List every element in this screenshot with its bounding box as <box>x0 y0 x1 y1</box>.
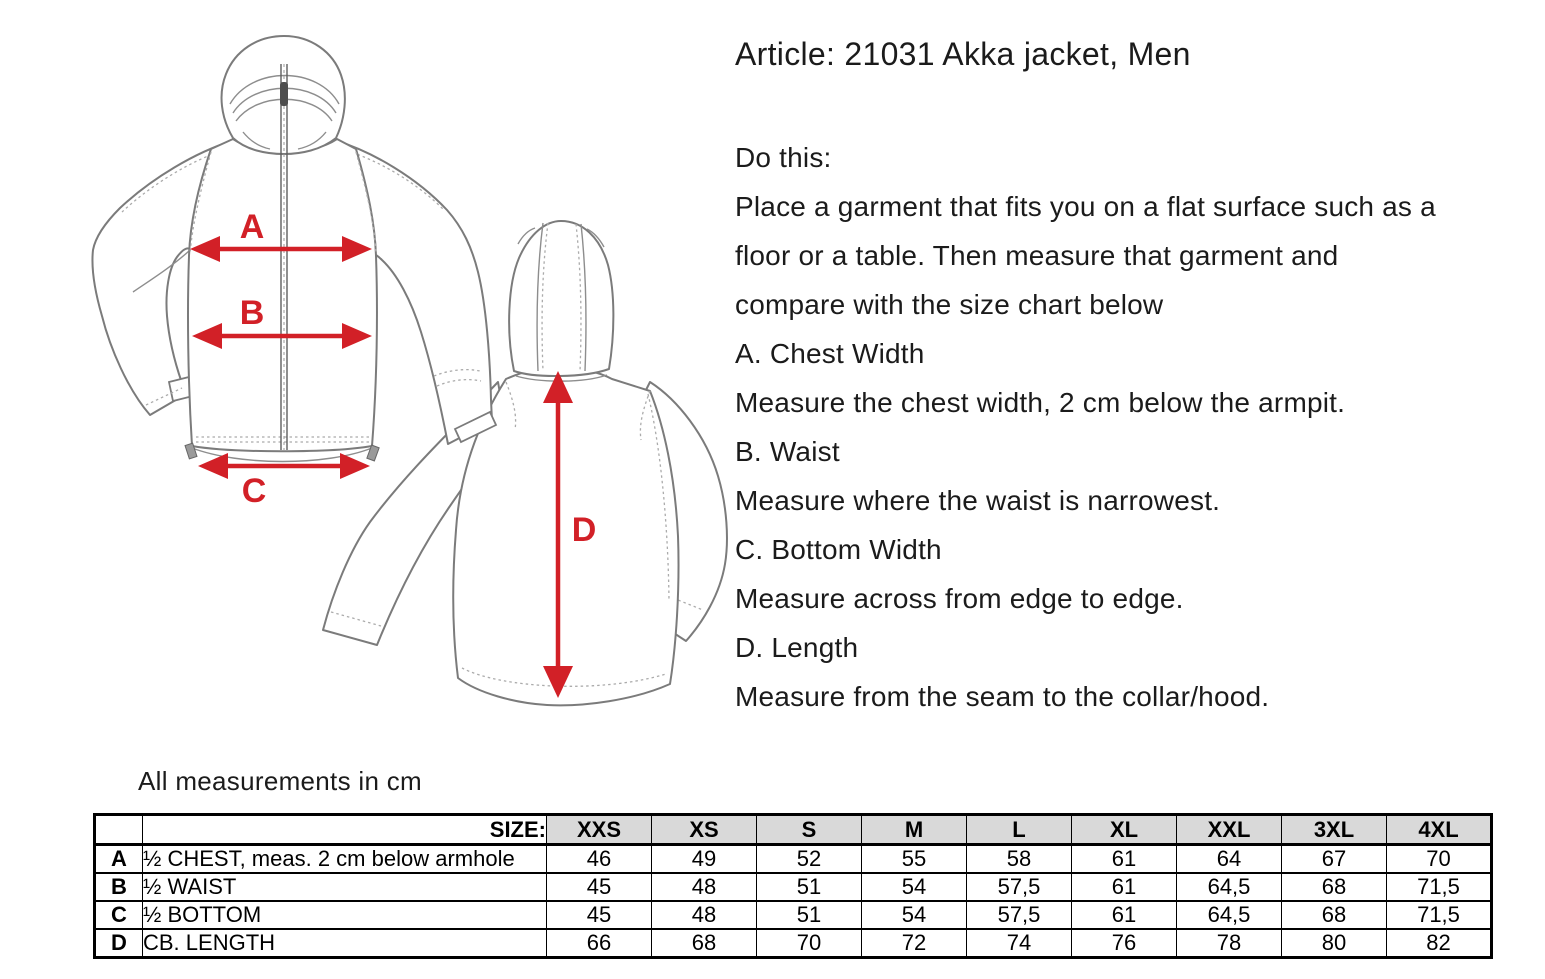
instruction-item-detail: Measure where the waist is narrowest. <box>735 485 1221 516</box>
measure-value: 55 <box>862 845 967 874</box>
size-column-header: 4XL <box>1387 815 1492 845</box>
measure-value: 72 <box>862 929 967 958</box>
instruction-item-heading: D. Length <box>735 632 859 663</box>
jacket-back-view <box>323 221 727 705</box>
back-hood <box>509 221 613 376</box>
measure-key: A <box>95 845 143 874</box>
measure-value: 57,5 <box>967 901 1072 929</box>
instruction-intro-line: floor or a table. Then measure that garment and <box>735 240 1339 271</box>
measure-label: CB. LENGTH <box>143 929 547 958</box>
size-table-row <box>95 901 1492 929</box>
arrow-c-head-left <box>198 453 228 479</box>
size-table-row <box>95 929 1492 958</box>
arrow-d-label: D <box>571 511 597 549</box>
arrow-b-label: B <box>239 294 265 332</box>
arrow-c-label: C <box>241 472 267 510</box>
jacket-diagram <box>0 0 770 730</box>
instruction-item-detail: Measure across from edge to edge. <box>735 583 1184 614</box>
measure-value: 68 <box>1282 901 1387 929</box>
instruction-item-heading: C. Bottom Width <box>735 534 942 565</box>
measurements-note: All measurements in cm <box>138 766 423 796</box>
zipper-pull <box>280 82 288 106</box>
measure-value: 80 <box>1282 929 1387 958</box>
measure-value: 70 <box>1387 845 1492 874</box>
size-column-header: XXL <box>1177 815 1282 845</box>
size-column-header: XL <box>1072 815 1177 845</box>
measure-value: 70 <box>757 929 862 958</box>
measure-value: 51 <box>757 901 862 929</box>
size-column-header: L <box>967 815 1072 845</box>
measure-value: 48 <box>652 901 757 929</box>
arrow-c-head-right <box>340 453 370 479</box>
measure-value: 45 <box>547 901 652 929</box>
size-column-header: XS <box>652 815 757 845</box>
measure-label: ½ CHEST, meas. 2 cm below armhole <box>143 845 547 874</box>
measure-value: 57,5 <box>967 873 1072 901</box>
size-table-row <box>95 845 1492 874</box>
measure-label: ½ WAIST <box>143 873 547 901</box>
instruction-item-detail: Measure the chest width, 2 cm below the armpit. <box>735 387 1346 418</box>
measure-value: 74 <box>967 929 1072 958</box>
article-title: Article: 21031 Akka jacket, Men <box>735 36 1191 72</box>
instruction-item-heading: B. Waist <box>735 436 840 467</box>
measure-value: 61 <box>1072 901 1177 929</box>
measure-value: 58 <box>967 845 1072 874</box>
measure-label: ½ BOTTOM <box>143 901 547 929</box>
instruction-intro-heading: Do this: <box>735 142 832 173</box>
measure-value: 52 <box>757 845 862 874</box>
size-table-header-row <box>95 815 1492 845</box>
measure-key: B <box>95 873 143 901</box>
measure-value: 76 <box>1072 929 1177 958</box>
front-body <box>188 139 377 451</box>
measure-value: 82 <box>1387 929 1492 958</box>
size-column-header: M <box>862 815 967 845</box>
instruction-item-heading: A. Chest Width <box>735 338 925 369</box>
measure-value: 54 <box>862 873 967 901</box>
measure-value: 45 <box>547 873 652 901</box>
measure-value: 46 <box>547 845 652 874</box>
measure-value: 71,5 <box>1387 901 1492 929</box>
size-column-header: 3XL <box>1282 815 1387 845</box>
instruction-intro-line: compare with the size chart below <box>735 289 1164 320</box>
measure-value: 78 <box>1177 929 1282 958</box>
size-column-header: XXS <box>547 815 652 845</box>
measure-key: D <box>95 929 143 958</box>
measure-value: 64 <box>1177 845 1282 874</box>
measure-key: C <box>95 901 143 929</box>
size-column-header: S <box>757 815 862 845</box>
measure-value: 49 <box>652 845 757 874</box>
measure-value: 48 <box>652 873 757 901</box>
measure-value: 61 <box>1072 845 1177 874</box>
measure-value: 66 <box>547 929 652 958</box>
instruction-item-detail: Measure from the seam to the collar/hood. <box>735 681 1270 712</box>
instruction-intro-line: Place a garment that fits you on a flat surface such as a <box>735 191 1436 222</box>
measure-value: 67 <box>1282 845 1387 874</box>
size-table <box>93 813 1493 959</box>
measure-value: 68 <box>652 929 757 958</box>
arrow-a-label: A <box>239 208 265 246</box>
measure-value: 51 <box>757 873 862 901</box>
size-label-cell: SIZE: <box>143 815 547 845</box>
size-table-row <box>95 873 1492 901</box>
measure-value: 54 <box>862 901 967 929</box>
measure-value: 61 <box>1072 873 1177 901</box>
measure-value: 64,5 <box>1177 873 1282 901</box>
measure-value: 71,5 <box>1387 873 1492 901</box>
measure-value: 64,5 <box>1177 901 1282 929</box>
instruction-text <box>735 133 1436 721</box>
size-table-corner-cell <box>95 815 143 845</box>
measure-value: 68 <box>1282 873 1387 901</box>
